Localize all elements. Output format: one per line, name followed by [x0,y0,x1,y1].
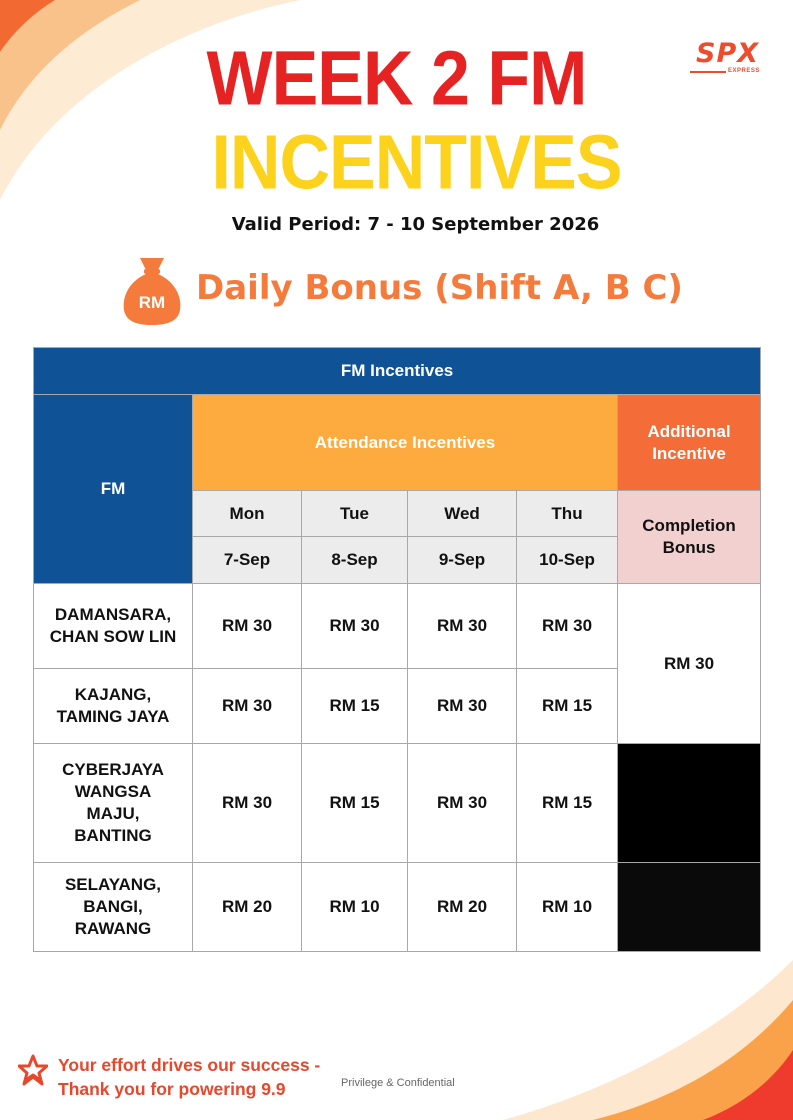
date-header: 9-Sep [408,537,517,584]
fm-cell: KAJANG, TAMING JAYA [34,669,193,744]
completion-header: Completion Bonus [618,491,761,584]
date-header: 10-Sep [517,537,618,584]
blacked-out-cell [618,863,761,952]
attendance-header: Attendance Incentives [193,395,618,491]
value-cell: RM 30 [193,584,302,669]
star-icon [18,1054,48,1088]
table-banner: FM Incentives [34,348,761,395]
table-row [34,863,761,952]
fm-cell: CYBERJAYA WANGSA MAJU, BANTING [34,744,193,863]
completion-bonus-cell: RM 30 [618,584,761,744]
title-line-2: INCENTIVES [211,119,622,205]
fm-header: FM [34,395,193,584]
value-cell: RM 30 [517,584,618,669]
value-cell: RM 30 [408,744,517,863]
incentives-table [33,347,761,952]
value-cell: RM 15 [517,744,618,863]
footer-message-line-1: Your effort drives our success - [58,1055,321,1075]
value-cell: RM 10 [517,863,618,952]
day-header: Tue [302,491,408,537]
value-cell: RM 10 [302,863,408,952]
value-cell: RM 20 [193,863,302,952]
value-cell: RM 20 [408,863,517,952]
logo-subtext: EXPRESS [728,68,760,74]
value-cell: RM 30 [193,669,302,744]
table-row [34,584,761,669]
value-cell: RM 30 [193,744,302,863]
value-cell: RM 30 [302,584,408,669]
date-header: 7-Sep [193,537,302,584]
date-header: 8-Sep [302,537,408,584]
money-bag-icon [122,252,182,326]
corner-swoosh-bottom-right [473,960,793,1120]
value-cell: RM 30 [408,669,517,744]
fm-cell: SELAYANG, BANGI, RAWANG [34,863,193,952]
logo-text: SPX [696,38,760,69]
value-cell: RM 30 [408,584,517,669]
section-heading: Daily Bonus (Shift A, B C) [196,268,683,308]
fm-cell: DAMANSARA, CHAN SOW LIN [34,584,193,669]
day-header: Thu [517,491,618,537]
blacked-out-cell [618,744,761,863]
footer-message [58,1053,320,1101]
value-cell: RM 15 [517,669,618,744]
footer-message-line-2: Thank you for powering 9.9 [58,1079,286,1099]
day-header: Wed [408,491,517,537]
valid-period: Valid Period: 7 - 10 September 2026 [231,214,600,235]
day-header: Mon [193,491,302,537]
value-cell: RM 15 [302,669,408,744]
confidential-note: Privilege & Confidential [341,1077,455,1089]
additional-header: Additional Incentive [618,395,761,491]
bag-rm-text: RM [138,293,166,312]
table-row [34,744,761,863]
title-line-1: WEEK 2 FM [206,35,587,121]
value-cell: RM 15 [302,744,408,863]
